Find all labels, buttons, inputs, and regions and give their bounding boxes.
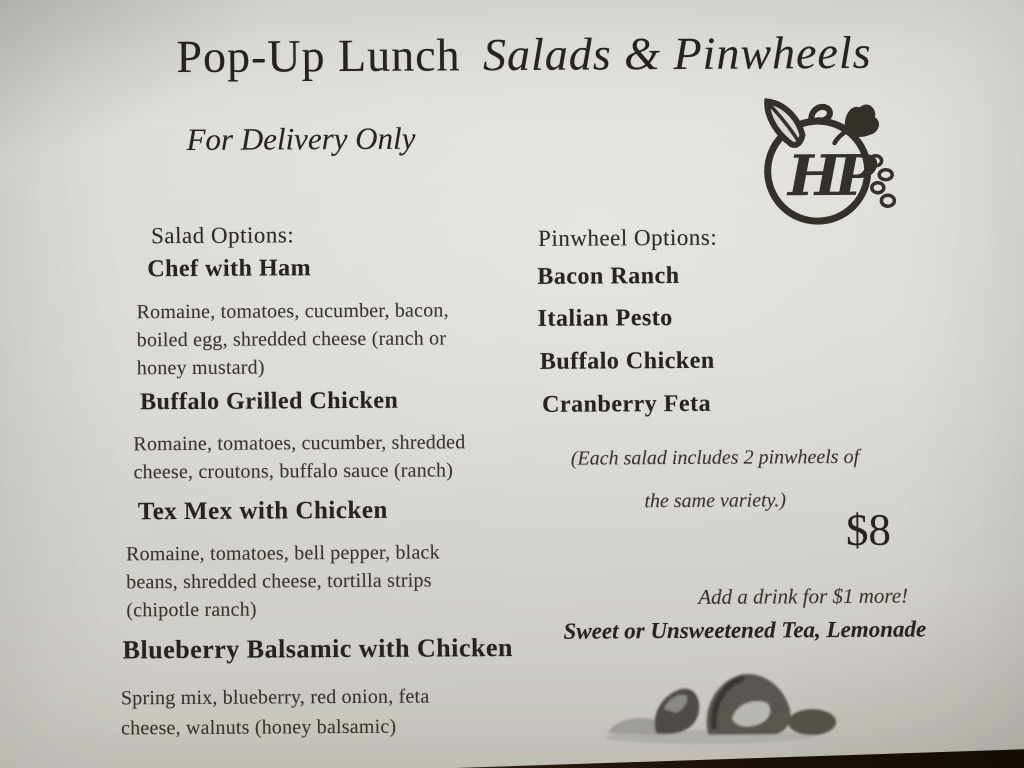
desc-line: boiled egg, shredded cheese (ranch or xyxy=(136,327,447,352)
logo-berries-icon xyxy=(870,156,895,207)
salad-item-name-blueberry: Blueberry Balsamic with Chicken xyxy=(122,632,514,665)
salad-item-desc-texmex xyxy=(126,538,440,624)
desc-line: honey mustard) xyxy=(136,356,265,380)
salad-item-desc-buffalo xyxy=(133,428,465,486)
drink-upsell-note: Add a drink for $1 more! xyxy=(698,583,909,609)
desc-line: Romaine, tomatoes, bell pepper, black xyxy=(125,541,440,566)
pinwheel-item-cranberry-feta: Cranberry Feta xyxy=(542,390,712,418)
salad-item-desc-chef xyxy=(136,296,449,382)
page-title xyxy=(0,25,1022,84)
desc-line: Romaine, tomatoes, cucumber, shredded xyxy=(133,431,466,456)
salad-options-heading: Salad Options: xyxy=(151,222,295,249)
logo-flower-stem xyxy=(834,131,846,143)
pinwheel-item-bacon-ranch: Bacon Ranch xyxy=(537,262,680,290)
pinwheel-photo xyxy=(590,656,866,748)
drink-options: Sweet or Unsweetened Tea, Lemonade xyxy=(563,616,927,644)
photo-right-lump xyxy=(788,709,836,735)
salad-item-name-buffalo: Buffalo Grilled Chicken xyxy=(140,387,399,416)
title-italic: Salads & Pinwheels xyxy=(482,26,872,81)
title-regular: Pop-Up Lunch xyxy=(176,29,461,83)
desc-line: cheese, croutons, buffalo sauce (ranch) xyxy=(133,459,454,484)
desc-line: Romaine, tomatoes, cucumber, bacon, xyxy=(136,299,449,324)
logo-monogram: HP xyxy=(787,142,871,210)
note-line: the same variety.) xyxy=(644,489,787,513)
desc-line: cheese, walnuts (honey balsamic) xyxy=(121,715,397,740)
delivery-only-note: For Delivery Only xyxy=(186,120,416,157)
salad-item-name-texmex: Tex Mex with Chicken xyxy=(137,496,388,526)
note-line: (Each salad includes 2 pinwheels of xyxy=(570,445,860,470)
salad-item-desc-blueberry xyxy=(121,682,430,744)
logo-stem-icon xyxy=(811,107,830,122)
pinwheel-inclusion-note xyxy=(542,436,888,524)
pinwheel-options-heading: Pinwheel Options: xyxy=(538,224,718,251)
pinwheel-item-buffalo-chicken: Buffalo Chicken xyxy=(539,347,715,375)
price: $8 xyxy=(845,504,892,555)
logo-flower-icon xyxy=(847,106,877,135)
desc-line: beans, shredded cheese, tortilla strips xyxy=(126,569,432,594)
brand-logo xyxy=(753,90,904,231)
desc-line: Spring mix, blueberry, red onion, feta xyxy=(120,685,430,710)
desc-line: (chipotle ranch) xyxy=(126,598,257,622)
pinwheel-item-italian-pesto: Italian Pesto xyxy=(537,305,673,332)
salad-item-name-chef: Chef with Ham xyxy=(147,255,312,283)
